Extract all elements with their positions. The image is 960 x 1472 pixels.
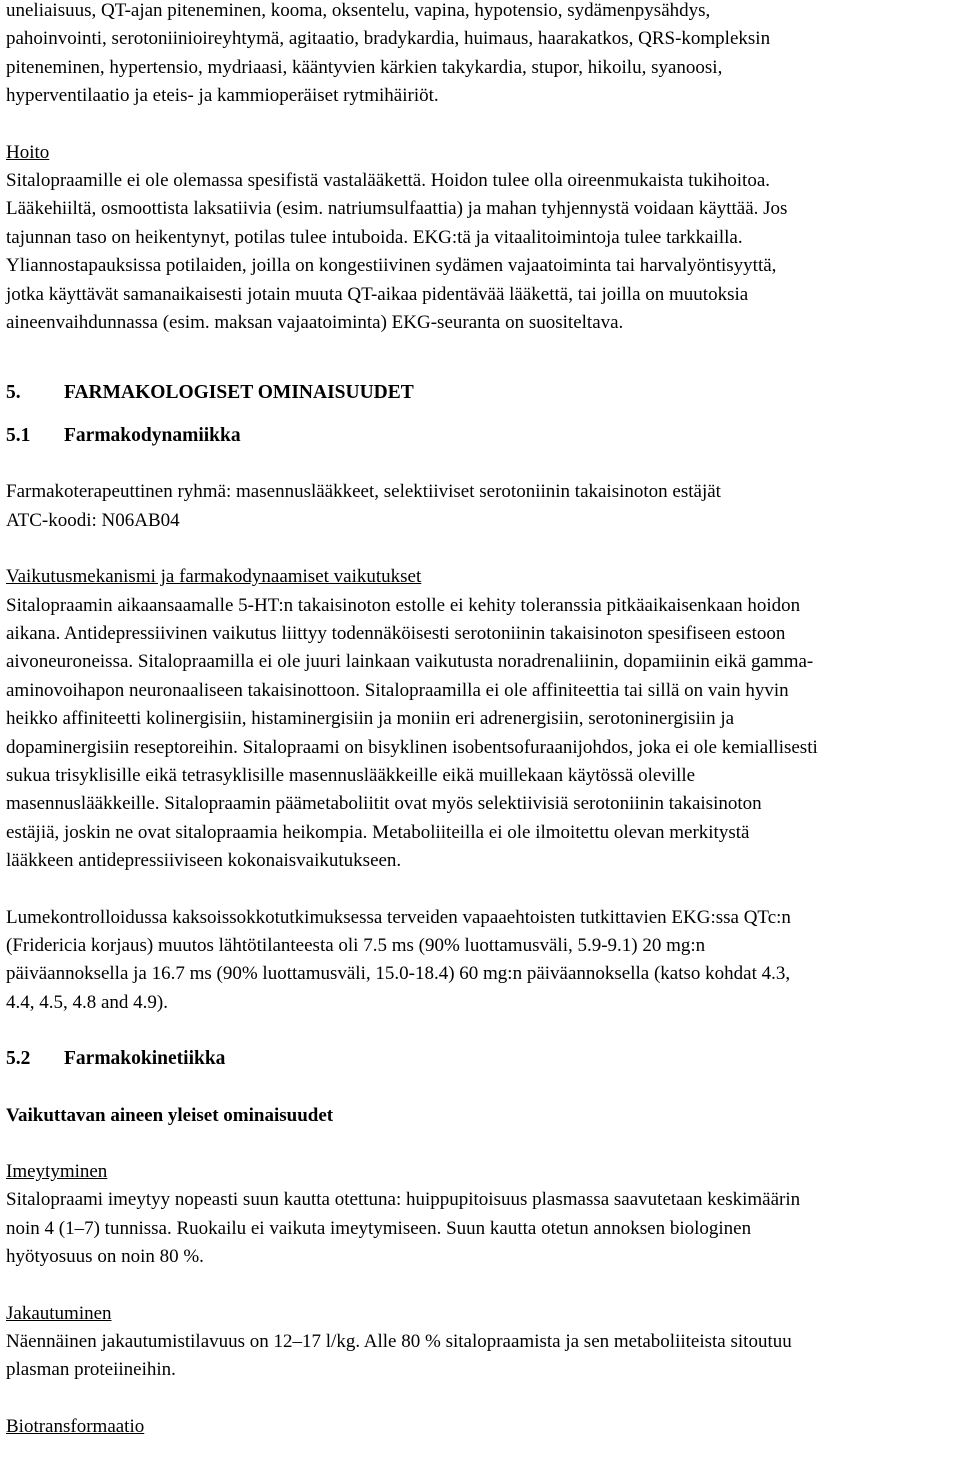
spacer [6, 1272, 956, 1300]
mechanism-paragraph: Sitalopraamin aikaansaamalle 5-HT:n takaisinoton estolle ei kehity toleranssia pitkäaikaisenkaan hoidon aikana. Antidepressiivinen vaikutus liittyy todennäköisesti serotoniinin takaisinoton spesifiseen estoon aivoneuroneissa. Sitalopraamilla ei ole juuri lainkaan vaikutusta noradrenaliinin, dopamiinin eikä gamma- aminovoihapon neuronaaliseen takaisinottoon. Sitalopraamilla ei ole affiniteettia tai sillä on vain hyvin heikko affiniteetti kolinergisiin, histaminergisiin ja moniin eri adrenergisiin, serotoninergisiin ja dopaminergisiin reseptoreihin. Sitalopraami on bisyklinen isobentsofuraanijohdos, joka ei ole kemiallisesti sukua trisyklisille eikä tetrasyklisille masennuslääkkeille eikä muillekaan käytössä oleville masennuslääkkeille. Sitalopraamin päämetaboliitit ovat myös selektiivisiä serotoniinin takaisinoton estäjiä, joskin ne ovat sitalopraamia heikompia. Metaboliiteilla ei ole ilmoitettu olevan merkitystä lääkkeen antidepressiiviseen kokonaisvaikutukseen. [6, 594, 818, 872]
mechanism-heading: Vaikutusmekanismi ja farmakodynaamiset vaikutukset [6, 566, 422, 588]
section-5-title: FARMAKOLOGISET OMINAISUUDET [64, 382, 414, 404]
section-5-heading [6, 379, 956, 407]
section-51-heading [6, 422, 956, 450]
spacer [6, 408, 956, 422]
general-properties-heading: Vaikuttavan aineen yleiset ominaisuudet [6, 1104, 334, 1126]
pharmacotherapeutic-group: Farmakoterapeuttinen ryhmä: masennuslääkkeet, selektiiviset serotoniinin takaisinoton estäjät ATC-koodi: N06AB04 [6, 481, 721, 531]
spacer [6, 450, 956, 478]
section-51-title: Farmakodynamiikka [64, 424, 241, 446]
spacer [6, 337, 956, 379]
spacer [6, 111, 956, 139]
section-52-heading [6, 1045, 956, 1073]
spacer [6, 1074, 956, 1102]
spacer [6, 1385, 956, 1413]
distribution-heading: Jakautuminen [6, 1302, 112, 1324]
spacer [6, 535, 956, 563]
absorption-heading: Imeytyminen [6, 1161, 108, 1182]
hoito-heading: Hoito [6, 141, 50, 163]
spacer [6, 876, 956, 904]
section-51-number: 5.1 [6, 424, 31, 446]
biotransformation-heading: Biotransformaatio [6, 1415, 145, 1437]
qtc-paragraph: Lumekontrolloidussa kaksoissokkotutkimuksessa terveiden vapaaehtoisten tutkittavien EKG:ssa QTc:n (Fridericia korjaus) muutos lähtötilanteesta oli 7.5 ms (90% luottamusväli, 5.9-9.1) 20 mg:n päiväannoksella ja 16.7 ms (90% luottamusväli, 15.0-18.4) 60 mg:n päiväannoksella (katso kohdat 4.3, 4.4, 4.5, 4.8 and 4.9). [6, 906, 791, 1013]
distribution-paragraph: Näennäinen jakautumistilavuus on 12–17 l/kg. Alle 80 % sitalopraamista ja sen metaboliiteista sitoutuu plasman proteiineihin. [6, 1331, 792, 1381]
spacer [6, 1130, 956, 1158]
hoito-paragraph: Sitalopraamille ei ole olemassa spesifistä vastalääkettä. Hoidon tulee olla oireenmukaista tukihoitoa. Lääkehiiltä, osmoottista laksatiivia (esim. natriumsulfaattia) ja mahan tyhjennystä voidaan käyttää. Jos tajunnan taso on heikentynyt, potilas tulee intuboida. EKG:tä ja vitaalitoimintoja tulee tarkkailla. Yliannostapauksissa potilaiden, joilla on kongestiivinen sydämen vajaatoiminta tai harvalyöntisyyttä, jotka käyttävät samanaikaisesti jotain muuta QT-aikaa pidentävää lääkettä, tai joilla on muutoksia aineenvaihdunnassa (esim. maksan vajaatoiminta) EKG-seuranta on suositeltava. [6, 170, 788, 334]
intro-paragraph: uneliaisuus, QT-ajan piteneminen, kooma, oksentelu, vapina, hypotensio, sydämenpysähdys, pahoinvointi, serotoniinioireyhtymä, agitaatio, bradykardia, huimaus, haarakatkos, QRS-kompleksin piteneminen, hypertensio, mydriaasi, kääntyvien kärkien takykardia, stupor, hikoilu, syanoosi, hyperventilaatio ja eteis- ja kammioperäiset rytmihäiriöt. [6, 0, 771, 107]
section-52-title: Farmakokinetiikka [64, 1048, 226, 1070]
spacer [6, 1017, 956, 1045]
section-5-number: 5. [6, 382, 21, 404]
absorption-paragraph: Sitalopraami imeytyy nopeasti suun kautta otettuna: huippupitoisuus plasmassa saavutetaan keskimäärin noin 4 (1–7) tunnissa. Ruokailu ei vaikuta imeytymiseen. Suun kautta otetun annoksen biologinen hyötyosuus on noin 80 %. [6, 1189, 801, 1268]
section-52-number: 5.2 [6, 1048, 31, 1070]
document-page [6, 0, 956, 1441]
